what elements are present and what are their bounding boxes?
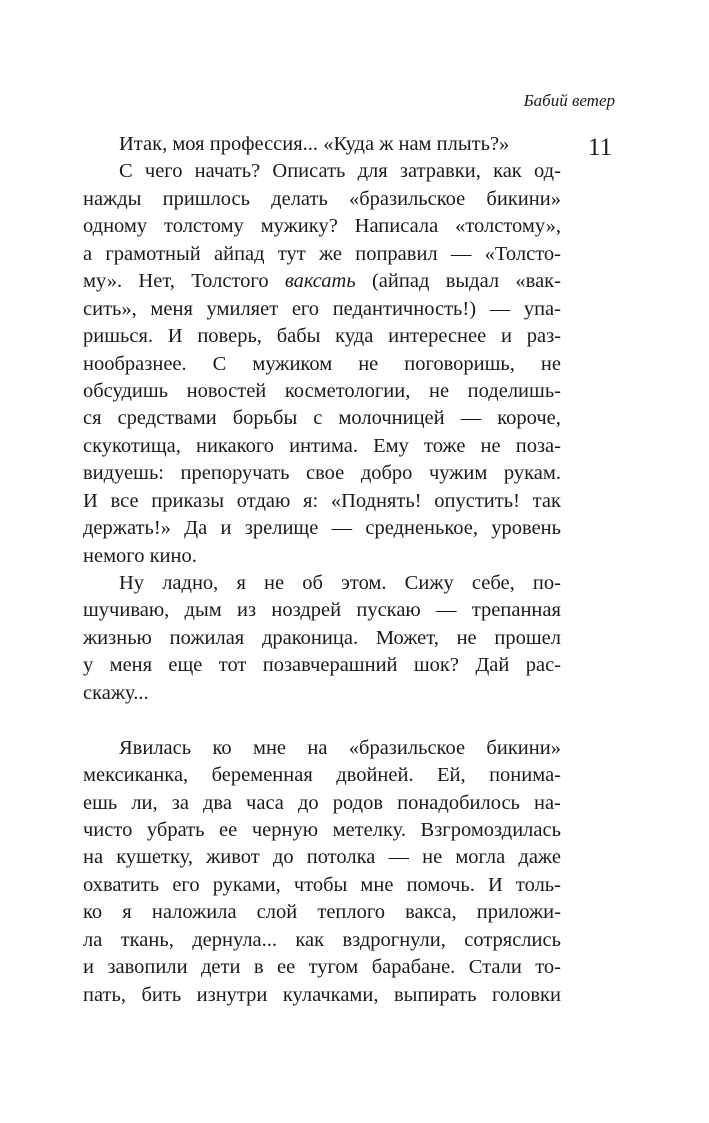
text-line: одному толстому мужику? Написала «толстому», — [83, 215, 561, 238]
text-line: ешь ли, за два часа до родов понадобилось на- — [83, 791, 561, 814]
text-line: Явилась ко мне на «бразильское бикини» — [119, 736, 561, 759]
text-line: ко я наложила слой теплого вакса, приложи- — [83, 901, 561, 924]
text-line: у меня еще тот позавчерашний шок? Дай рас- — [83, 654, 561, 677]
text-line: С чего начать? Описать для затравки, как од- — [119, 160, 561, 183]
section-break — [83, 707, 561, 734]
text-line: нажды пришлось делать «бразильское бикини» — [83, 187, 561, 210]
text-line: му». Нет, Толстого ваксать (айпад выдал «вак- — [83, 270, 561, 293]
text-line: на кушетку, живот до потолка — не могла даже — [83, 846, 561, 869]
text-line: Итак, моя профессия... «Куда ж нам плыть?» — [119, 133, 510, 155]
text-line: сить», меня умиляет его педантичность!) — упа- — [83, 297, 561, 320]
text-line: пать, бить изнутри кулачками, выпирать головки — [83, 983, 561, 1006]
text-line: жизнью пожилая драконица. Может, не прошел — [83, 626, 561, 649]
text-line: ришься. И поверь, бабы куда интереснее и раз- — [83, 325, 561, 348]
text-line: скажу... — [83, 681, 149, 704]
text-line: нообразнее. С мужиком не поговоришь, не — [83, 352, 561, 375]
body-text — [83, 131, 561, 1009]
text-line: ла ткань, дернула... как вздрогнули, сотряслись — [83, 928, 561, 951]
page-number: 11 — [588, 134, 613, 161]
text-line: Ну ладно, я не об этом. Сижу себе, по- — [119, 572, 561, 594]
running-title: Бабий ветер — [523, 91, 615, 110]
text-line: мексиканка, беременная двойней. Ей, понима- — [83, 764, 561, 787]
text-line: и завопили дети в ее тугом барабане. Стали то- — [83, 956, 561, 979]
text-line: охватить его руками, чтобы мне помочь. И толь- — [83, 873, 561, 896]
text-line: ся средствами борьбы с молочницей — короче, — [83, 407, 561, 430]
text-line: а грамотный айпад тут же поправил — «Толсто- — [83, 242, 561, 265]
text-line: видуешь: препоручать свое добро чужим рукам. — [83, 462, 561, 485]
text-line: И все приказы отдаю я: «Поднять! опустить! так — [83, 489, 561, 512]
text-line: скукотища, никакого интима. Ему тоже не поза- — [83, 434, 561, 457]
text-line: немого кино. — [83, 544, 197, 567]
text-line: обсудишь новостей косметологии, не поделишь- — [83, 379, 561, 402]
text-line: чисто убрать ее черную метелку. Взгромоздилась — [83, 818, 561, 841]
text-line: держать!» Да и зрелище — средненькое, уровень — [83, 517, 561, 540]
text-line: шучиваю, дым из ноздрей пускаю — трепанная — [83, 599, 561, 622]
